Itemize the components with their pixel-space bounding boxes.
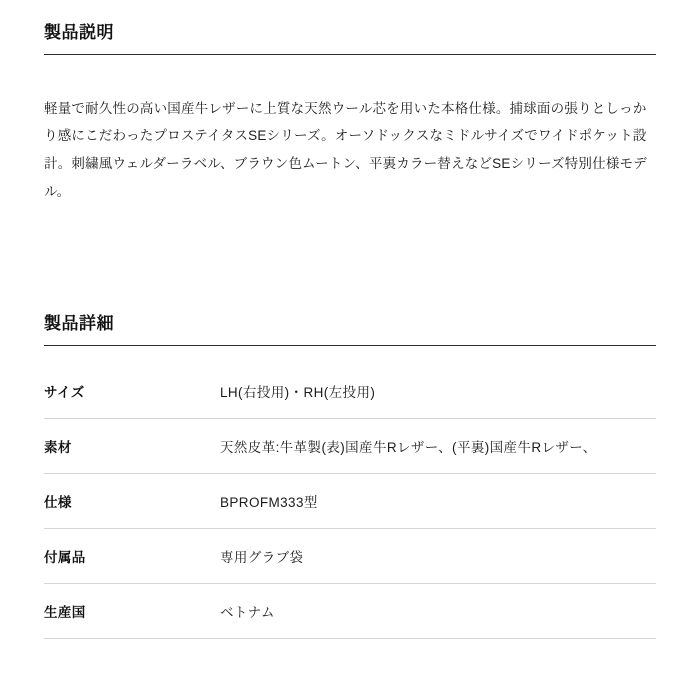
description-heading-wrap — [44, 18, 656, 54]
spec-label-material: 素材 — [44, 439, 72, 455]
spec-label-size: サイズ — [44, 384, 85, 400]
details-heading-wrap — [44, 309, 656, 345]
spec-label-accessory: 付属品 — [44, 549, 86, 565]
table-row — [44, 473, 656, 528]
table-row — [44, 364, 656, 419]
table-row — [44, 418, 656, 473]
spec-label-country: 生産国 — [44, 604, 86, 620]
table-row — [44, 583, 656, 638]
spec-label-spec: 仕様 — [44, 494, 72, 510]
details-heading: 製品詳細 — [44, 313, 114, 333]
spec-value-country: ベトナム — [220, 604, 275, 620]
description-heading-divider — [44, 54, 656, 55]
product-details-section — [44, 219, 656, 639]
description-body-text: 軽量で耐久性の高い国産牛レザーに上質な天然ウール芯を用いた本格仕様。捕球面の張りとしっかり感にこだわったプロステイタスSEシリーズ。オーソドックスなミドルサイズでワイドポケット設計。刺繍風ウェルダーラベル、ブラウン色ムートン、平裏カラー替えなどSEシリーズ特別仕様モデル。 — [44, 100, 647, 199]
spec-value-spec: BPROFM333型 — [220, 494, 318, 510]
details-heading-divider — [44, 345, 656, 346]
description-heading: 製品説明 — [44, 23, 114, 42]
table-row — [44, 528, 656, 583]
spec-value-size: LH(右投用)・RH(左投用) — [220, 384, 376, 400]
spec-value-accessory: 専用グラブ袋 — [220, 549, 304, 565]
spec-value-material: 天然皮革:牛革製(表)国産牛Rレザー、(平裏)国産牛Rレザー、 — [220, 439, 597, 455]
product-description-section — [44, 0, 656, 205]
product-spec-table — [44, 364, 656, 639]
